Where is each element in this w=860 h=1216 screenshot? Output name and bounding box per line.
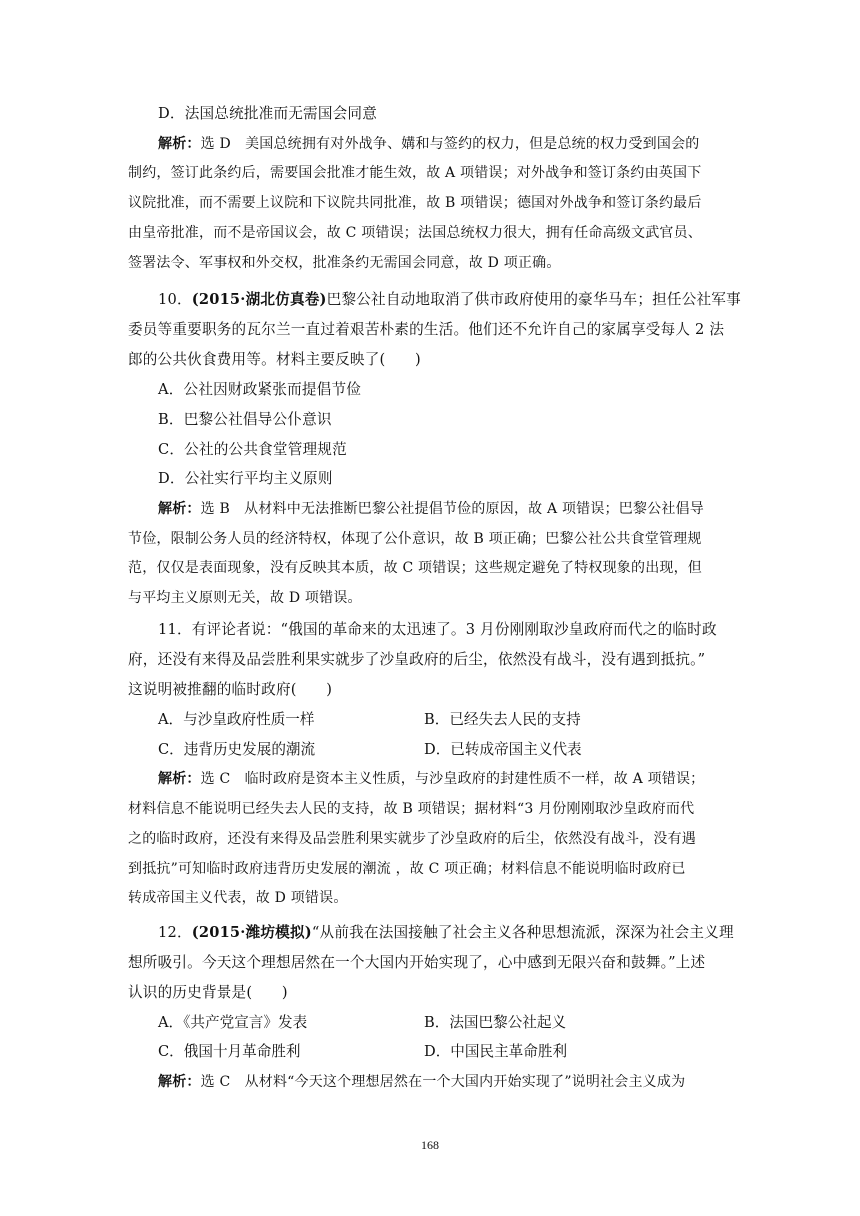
q10-option-d: D．公社实行平均主义原则: [158, 470, 333, 487]
q9-analysis-line-1: 解析：选 D 美国总统拥有对外战争、媾和与签约的权力，但是总统的权力受到国会的: [158, 136, 700, 152]
q10-source: (2015·湖北仿真卷): [191, 291, 327, 308]
q10-stem-line-3: 郎的公共伙食费用等。材料主要反映了( ): [128, 351, 421, 368]
analysis-label: 解析：: [158, 136, 201, 152]
q9-analysis-line-5: 签署法令、军事权和外交权，批准条约无需国会同意，故 D 项正确。: [128, 255, 561, 271]
q9-analysis-line-2: 制约，签订此条约后，需要国会批准才能生效，故 A 项错误；对外战争和签订条约由英国下: [128, 165, 702, 181]
q11-stem-line-3: 这说明被推翻的临时政府( ): [128, 681, 333, 698]
q11-analysis-line-1: 解析：选 C 临时政府是资本主义性质，与沙皇政府的封建性质不一样，故 A 项错误；: [158, 771, 705, 787]
q10-option-a: A．公社因财政紧张而提倡节俭: [158, 381, 362, 398]
q12-number: 12．: [158, 924, 192, 941]
q9-option-d: D．法国总统批准而无需国会同意: [158, 105, 378, 122]
q10-analysis-line-2: 节俭，限制公务人员的经济特权，体现了公仆意识，故 B 项正确；巴黎公社公共食堂管理规: [128, 531, 702, 547]
q10-stem-line-1: 10．(2015·湖北仿真卷)巴黎公社自动地取消了供市政府使用的豪华马车；担任公社军事: [158, 291, 741, 308]
page-number: 168: [421, 1138, 439, 1152]
q11-option-b: B．已经失去人民的支持: [424, 711, 581, 728]
q10-number: 10．: [158, 291, 192, 308]
q10-analysis-line-1: 解析：选 B 从材料中无法推断巴黎公社提倡节俭的原因，故 A 项错误；巴黎公社倡导: [158, 501, 704, 517]
q11-stem-line-2: 府，还没有来得及品尝胜利果实就步了沙皇政府的后尘，依然没有战斗，没有遇到抵抗。”: [128, 651, 706, 668]
q9-analysis-line-3: 议院批准，而不需要上议院和下议院共同批准，故 B 项错误；德国对外战争和签订条约最后: [128, 195, 702, 211]
q11-option-d: D．已转成帝国主义代表: [424, 741, 582, 758]
q11-analysis-line-2: 材料信息不能说明已经失去人民的支持，故 B 项错误；据材料“3 月份刚刚取沙皇政府而代: [128, 801, 695, 817]
q12-source: (2015·潍坊模拟): [191, 924, 312, 941]
q10-option-b: B．巴黎公社倡导公仆意识: [158, 411, 332, 428]
q12-stem-line-3: 认识的历史背景是( ): [128, 984, 288, 1001]
q12-stem-line-1: 12．(2015·潍坊模拟)“从前我在法国接触了社会主义各种思想流派，深深为社会主义理: [158, 924, 734, 941]
q11-analysis-line-3: 之的临时政府，还没有来得及品尝胜利果实就步了沙皇政府的后尘，依然没有战斗，没有遇: [128, 831, 696, 847]
q12-stem-line-2: 想所吸引。今天这个理想居然在一个大国内开始实现了，心中感到无限兴奋和鼓舞。”上述: [128, 954, 706, 971]
analysis-label: 解析：: [158, 1074, 201, 1090]
q12-option-d: D．中国民主革命胜利: [424, 1043, 568, 1060]
q10-analysis-line-4: 与平均主义原则无关，故 D 项错误。: [128, 590, 362, 606]
q11-stem-line-1: 11．有评论者说：“俄国的革命来的太迅速了。3 月份刚刚取沙皇政府而代之的临时政: [158, 621, 717, 638]
q10-stem-line-2: 委员等重要职务的瓦尔兰一直过着艰苦朴素的生活。他们还不允许自己的家属享受每人 2 法: [128, 321, 725, 338]
q11-analysis-line-5: 转成帝国主义代表，故 D 项错误。: [128, 890, 348, 906]
q11-option-a: A．与沙皇政府性质一样: [158, 711, 315, 728]
q9-analysis-line-4: 由皇帝批准，而不是帝国议会，故 C 项错误；法国总统权力很大，拥有任命高级文武官员、: [128, 225, 703, 241]
q12-option-a: A．《共产党宣言》发表: [158, 1014, 308, 1031]
analysis-label: 解析：: [158, 501, 201, 517]
q11-option-c: C．违背历史发展的潮流: [158, 741, 316, 758]
q10-option-c: C．公社的公共食堂管理规范: [158, 441, 347, 458]
q10-analysis-line-3: 范，仅仅是表面现象，没有反映其本质，故 C 项错误；这些规定避免了特权现象的出现，但: [128, 560, 703, 576]
analysis-label: 解析：: [158, 771, 201, 787]
q12-option-b: B．法国巴黎公社起义: [424, 1014, 567, 1031]
q12-analysis-line-1: 解析：选 C 从材料“今天这个理想居然在一个大国内开始实现了”说明社会主义成为: [158, 1074, 686, 1090]
q11-analysis-line-4: 到抵抗”可知临时政府违背历史发展的潮流 ，故 C 项正确；材料信息不能说明临时政府已: [128, 861, 686, 877]
q12-option-c: C．俄国十月革命胜利: [158, 1043, 301, 1060]
